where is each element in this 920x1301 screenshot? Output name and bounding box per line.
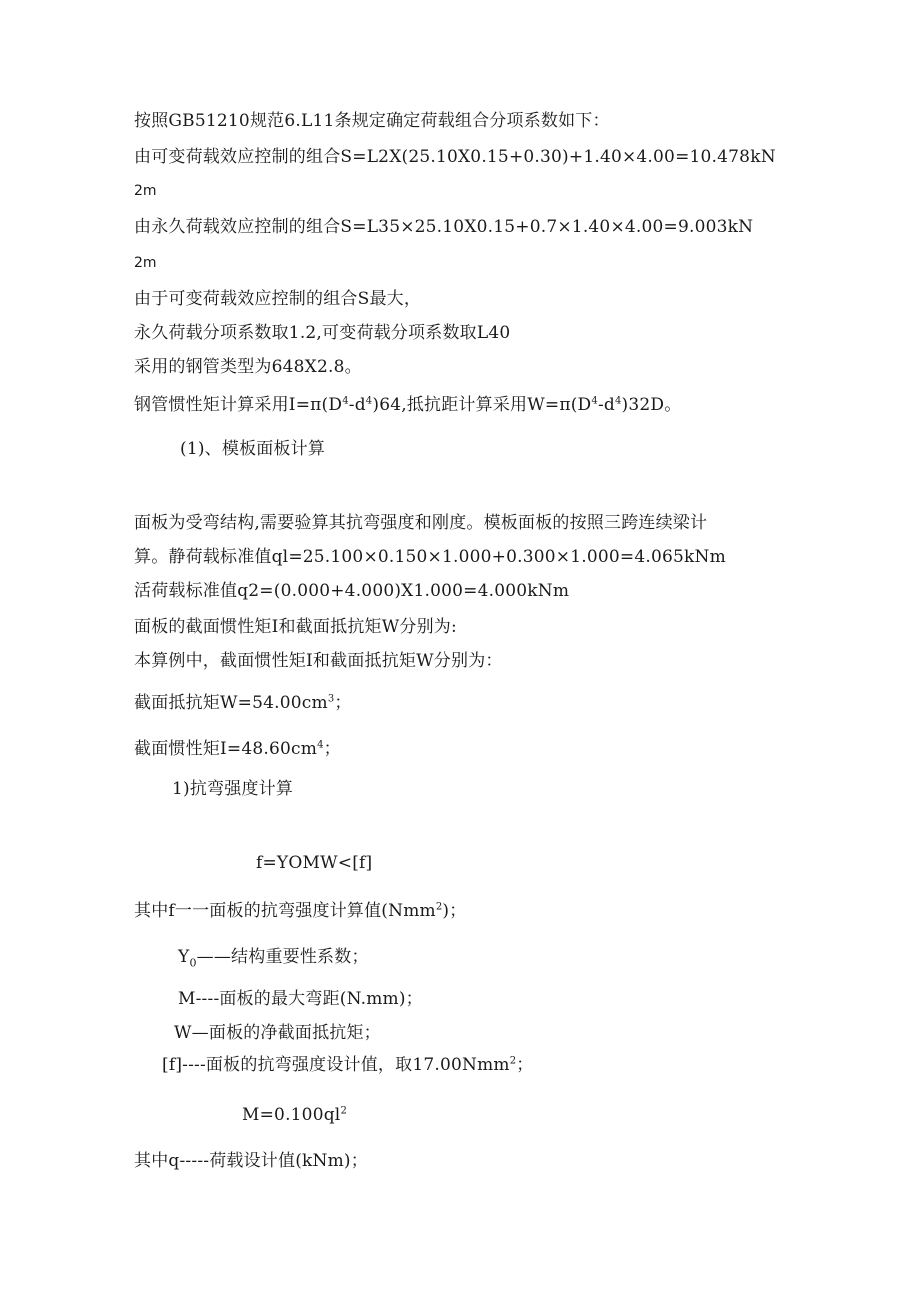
section-heading-bending-strength: 1)抗弯强度计算	[172, 779, 294, 799]
text-line-where-m: M----面板的最大弯距(N.mm)；	[178, 989, 423, 1009]
text-line-live-load: 活荷载标准值q2=(0.000+4.000)X1.000=4.000kNm	[134, 581, 570, 601]
text-line-inertia-formula: 钢管惯性矩计算采用$I=\pi(D^4-d^4)64$,抵抗距计算采用$W=\pi(D^4-d^4)32D$。	[134, 395, 682, 415]
text-line-example-section: 本算例中，截面惯性矩I和截面抵抗矩W分别为：	[134, 651, 503, 671]
formula-max-moment: $M=0.100ql^2$	[242, 1105, 348, 1125]
text-line-panel-description: 面板为受弯结构,需要验算其抗弯强度和刚度。模板面板的按照三跨连续梁计	[134, 513, 708, 533]
text-unit-permanent-load: 2m	[134, 255, 157, 271]
text-line-moment-of-inertia: 截面惯性矩$I=48.60cm^4$；	[134, 739, 341, 759]
text-line-permanent-load-combination: 由永久荷载效应控制的组合S=L35×25.10X0.15+0.7×1.40×4.00=9.003kN	[134, 217, 754, 237]
text-line-where-q: 其中q-----荷载设计值(kNm)；	[134, 1151, 368, 1171]
text-line-where-w: W—面板的净截面抵抗矩；	[174, 1023, 381, 1043]
text-line-variable-load-combination: 由可变荷载效应控制的组合S=L2X(25.10X0.15+0.30)+1.40×4.00=10.478kN	[134, 147, 776, 167]
text-line-partial-factors: 永久荷载分项系数取1.2,可变荷载分项系数取L40	[134, 323, 511, 343]
text-line-gb-code-reference: 按照GB51210规范6.L11条规定确定荷载组合分项系数如下：	[134, 111, 610, 131]
text-line-section-properties: 面板的截面惯性矩I和截面抵抗矩W分别为:	[134, 617, 457, 637]
text-line-where-design-value: [f]----面板的抗弯强度设计值，取17.00Nmm$^2$；	[162, 1055, 534, 1075]
text-line-steel-pipe-type: 采用的钢管类型为648X2.8。	[134, 357, 362, 377]
section-heading-formwork-panel: (1)、模板面板计算	[180, 439, 326, 459]
formula-bending-check: f=YOMW<[f]	[256, 853, 373, 873]
text-line-dead-load: 算。静荷载标准值ql=25.100×0.150×1.000+0.300×1.000=4.065kNm	[134, 547, 726, 567]
text-line-where-gamma: $Y_0——$结构重要性系数；	[178, 947, 369, 970]
text-line-section-modulus: 截面抵抗矩$W=54.00cm^3$；	[134, 693, 352, 713]
text-line-max-combination: 由于可变荷载效应控制的组合S最大，	[134, 289, 422, 309]
text-line-where-f: 其中f一一面板的抗弯强度计算值(Nmm$^2$)；	[134, 901, 467, 921]
text-unit-variable-load: 2m	[134, 183, 157, 199]
